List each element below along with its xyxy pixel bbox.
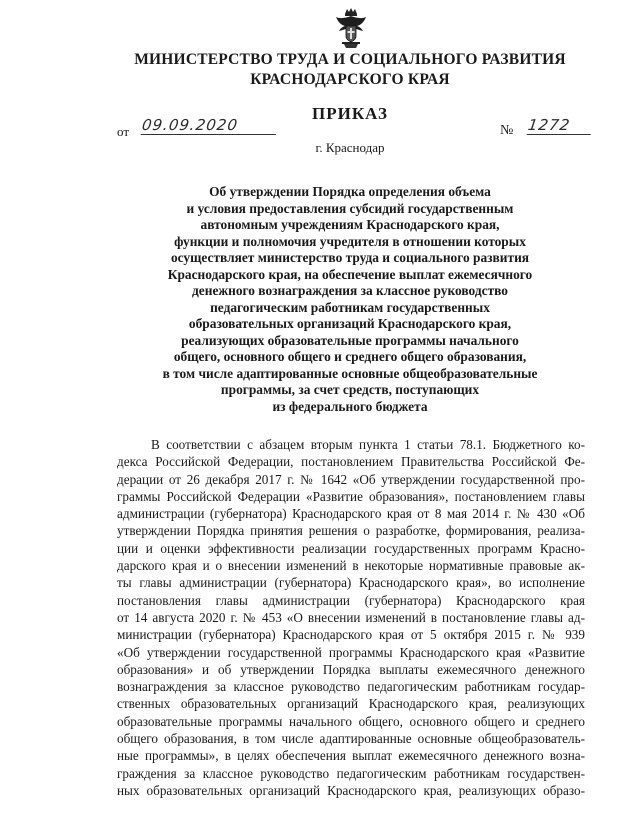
body-line: министрации (губернатора) Краснодарского края от 5 октября 2015 г. № 939 [117, 627, 585, 643]
ministry-line-2: КРАСНОДАРСКОГО КРАЯ [250, 71, 450, 88]
body-line: вознаграждения за классное руководство педагогическим работникам государ- [117, 679, 585, 695]
body-line: от 14 августа 2020 г. № 453 «О внесении изменений в постановление главы ад- [117, 609, 585, 625]
body-line: граммы Российской Федерации «Развитие образования», постановлением главы [117, 488, 585, 504]
title-line: общего, основного общего и среднего общего образования, [173, 349, 527, 364]
title-line: в том числе адаптированные основные общеобразовательные [162, 365, 538, 381]
title-line: денежного вознаграждения за классное руководство [192, 283, 508, 298]
body-line: граждения за классное руководство педагогическим работникам государствен- [117, 765, 585, 781]
body-line: ные программы», в целях обеспечения выплат ежемесячного денежного возна- [117, 748, 585, 764]
date-label: от [117, 124, 130, 139]
title-line: программы, за счет средств, поступающих [220, 382, 480, 397]
body-line: общего образования, в том числе адаптированные основные общеобразователь- [117, 731, 585, 747]
body-line: образовательные программы начального общего, основного общего и среднего [117, 713, 585, 729]
ministry-line-1: МИНИСТЕРСТВО ТРУДА И СОЦИАЛЬНОГО РАЗВИТИЯ [134, 51, 566, 68]
body-line: дарского края и о внесении изменений в некоторые нормативные правовые ак- [117, 558, 585, 574]
title-line: и условия предоставления субсидий государственным [186, 200, 514, 216]
order-body [117, 436, 585, 799]
body-line: ственных образовательных организаций Краснодарского края, реализующих [117, 696, 585, 712]
title-line: автономным учреждениям Краснодарского края, [200, 217, 500, 232]
body-line: утверждении Порядка принятия решения о разработке, формирования, реализа- [117, 523, 585, 539]
date-handwritten: 09.09.2020 [141, 116, 279, 135]
body-line: дерации от 26 декабря 2017 г. № 1642 «Об утверждении государственной про- [117, 471, 585, 487]
body-line: образования» и об утверждении Порядка выплаты ежемесячного денежного [117, 661, 585, 677]
ministry-name [100, 50, 600, 90]
title-line: Об утверждении Порядка определения объема [209, 184, 491, 199]
body-line: постановления главы администрации (губернатора) Краснодарского края [117, 592, 585, 608]
city: г. Краснодар [315, 140, 385, 155]
document-type: ПРИКАЗ [312, 104, 388, 123]
title-line: Краснодарского края, на обеспечение выплат ежемесячного [167, 266, 533, 282]
title-line: осуществляет министерство труда и социального развития [170, 250, 530, 265]
body-line: «Об утверждении государственной программы Краснодарского края «Развитие [117, 644, 585, 660]
number-label: № [500, 123, 514, 138]
body-line: ных образовательных организаций Краснодарского края, реализующих образо- [117, 782, 585, 798]
coat-of-arms-icon [334, 6, 368, 50]
body-line: В соответствии с абзацем вторым пункта 1 статьи 78.1. Бюджетного ко- [151, 437, 585, 452]
body-line: декса Российской Федерации, постановлением Правительства Российской Фе- [117, 454, 585, 470]
title-line: функции и полномочия учредителя в отношении которых [174, 233, 526, 249]
title-line: из федерального бюджета [272, 398, 428, 414]
title-line: образовательных организаций Краснодарского края, [188, 316, 512, 331]
body-line: администрации (губернатора) Краснодарского края от 8 мая 2014 г. № 430 «Об [117, 506, 585, 522]
number-handwritten: 1272 [527, 116, 594, 135]
body-line: ции и оценки эффективности реализации государственных программ Красно- [117, 540, 585, 556]
order-title [120, 184, 580, 415]
body-line: ты главы администрации (губернатора) Краснодарского края», во исполнение [117, 575, 585, 591]
title-line: реализующих образовательные программы начального [181, 332, 519, 348]
title-line: педагогическим работникам государственных [210, 299, 490, 315]
